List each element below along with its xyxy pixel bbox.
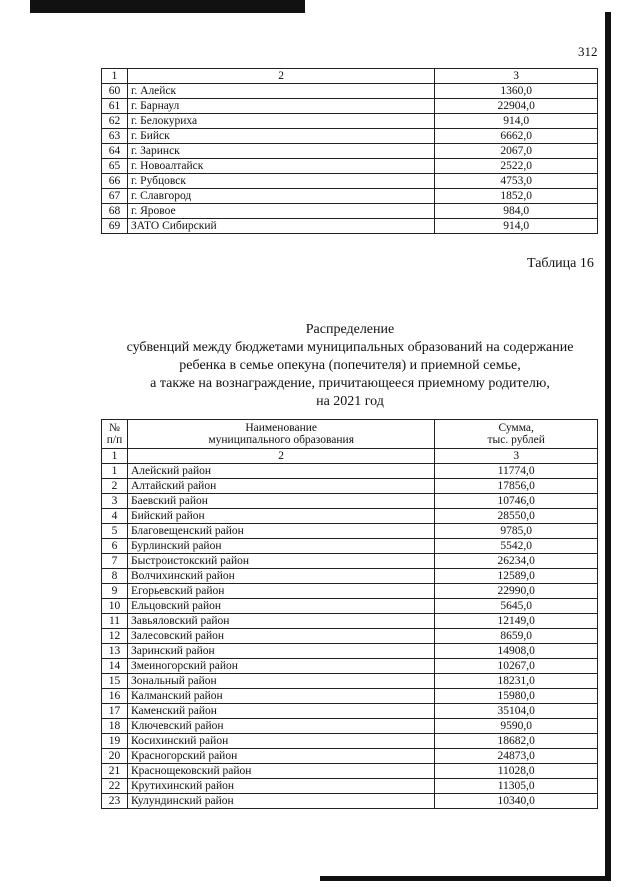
amount: 14908,0 — [435, 644, 598, 659]
row-number: 60 — [102, 84, 128, 99]
row-number: 6 — [102, 539, 128, 554]
table-row — [102, 204, 598, 219]
amount: 4753,0 — [435, 174, 598, 189]
row-number: 22 — [102, 779, 128, 794]
municipality-name: г. Славгород — [127, 189, 434, 204]
amount: 18682,0 — [435, 734, 598, 749]
amount: 6662,0 — [435, 129, 598, 144]
scan-border-right — [605, 12, 611, 880]
amount: 8659,0 — [435, 629, 598, 644]
amount: 9590,0 — [435, 719, 598, 734]
row-number: 23 — [102, 794, 128, 809]
table-row — [102, 494, 598, 509]
row-number: 20 — [102, 749, 128, 764]
table-row — [102, 764, 598, 779]
heading-line: на 2021 год — [316, 394, 384, 409]
row-number: 16 — [102, 689, 128, 704]
table-row — [102, 719, 598, 734]
municipality-name: г. Яровое — [127, 204, 434, 219]
table-row — [102, 689, 598, 704]
table-row — [102, 659, 598, 674]
amount: 10746,0 — [435, 494, 598, 509]
row-number: 61 — [102, 99, 128, 114]
table-row — [102, 614, 598, 629]
table-row — [102, 569, 598, 584]
municipality-name: Алтайский район — [127, 479, 434, 494]
row-number: 5 — [102, 524, 128, 539]
amount: 5542,0 — [435, 539, 598, 554]
table-row — [102, 129, 598, 144]
table-heading — [80, 321, 620, 411]
municipality-name: Каменский район — [127, 704, 434, 719]
table-row — [102, 159, 598, 174]
row-number: 9 — [102, 584, 128, 599]
row-number: 66 — [102, 174, 128, 189]
header-number-line2: п/п — [106, 434, 123, 446]
table1-numbering-row — [102, 69, 598, 84]
municipality-name: Кулундинский район — [127, 794, 434, 809]
municipality-name: Красногорский район — [127, 749, 434, 764]
amount: 18231,0 — [435, 674, 598, 689]
municipality-name: Волчихинский район — [127, 569, 434, 584]
header-amount-line1: Сумма, — [498, 422, 534, 434]
heading-line: субвенций между бюджетами муниципальных образований на содержание — [126, 340, 574, 355]
municipality-name: г. Рубцовск — [127, 174, 434, 189]
municipality-name: ЗАТО Сибирский — [127, 219, 434, 234]
amount: 2067,0 — [435, 144, 598, 159]
table-row — [102, 779, 598, 794]
subvention-table — [101, 419, 598, 809]
amount: 22990,0 — [435, 584, 598, 599]
table-row — [102, 584, 598, 599]
amount: 24873,0 — [435, 749, 598, 764]
amount: 1852,0 — [435, 189, 598, 204]
page-number: 312 — [578, 44, 598, 59]
amount: 984,0 — [435, 204, 598, 219]
table-row — [102, 599, 598, 614]
table-row — [102, 219, 598, 234]
amount: 914,0 — [435, 114, 598, 129]
municipality-name: г. Заринск — [127, 144, 434, 159]
amount: 10267,0 — [435, 659, 598, 674]
heading-line: Распределение — [305, 322, 395, 337]
scan-border-top — [30, 0, 305, 13]
row-number: 15 — [102, 674, 128, 689]
municipality-name: Баевский район — [127, 494, 434, 509]
municipality-name: Егорьевский район — [127, 584, 434, 599]
amount: 12589,0 — [435, 569, 598, 584]
table-row — [102, 704, 598, 719]
amount: 11028,0 — [435, 764, 598, 779]
heading-line: а также на вознаграждение, причитающееся приемному родителю, — [150, 376, 550, 391]
row-number: 4 — [102, 509, 128, 524]
municipality-name: г. Барнаул — [127, 99, 434, 114]
amount: 1360,0 — [435, 84, 598, 99]
header-name-line1: Наименование — [245, 422, 317, 434]
row-number: 3 — [102, 494, 128, 509]
municipality-name: Бийский район — [127, 509, 434, 524]
municipality-name: Ключевский район — [127, 719, 434, 734]
row-number: 8 — [102, 569, 128, 584]
municipality-name: Калманский район — [127, 689, 434, 704]
table2-body — [102, 420, 598, 809]
table1-numbering-cell: 3 — [435, 69, 598, 84]
table2-numbering-cell: 3 — [435, 449, 598, 464]
table-row — [102, 144, 598, 159]
municipality-name: Завьяловский район — [127, 614, 434, 629]
table-row — [102, 539, 598, 554]
row-number: 19 — [102, 734, 128, 749]
table-row — [102, 99, 598, 114]
municipality-name: г. Новоалтайск — [127, 159, 434, 174]
header-amount — [435, 420, 598, 449]
municipality-name: Крутихинский район — [127, 779, 434, 794]
amount: 2522,0 — [435, 159, 598, 174]
table1-numbering-cell: 1 — [102, 69, 128, 84]
row-number: 1 — [102, 464, 128, 479]
table-row — [102, 479, 598, 494]
row-number: 68 — [102, 204, 128, 219]
row-number: 63 — [102, 129, 128, 144]
table2-numbering-cell: 2 — [127, 449, 434, 464]
table-row — [102, 189, 598, 204]
municipality-name: г. Бийск — [127, 129, 434, 144]
row-number: 65 — [102, 159, 128, 174]
heading-line: ребенка в семье опекуна (попечителя) и приемной семье, — [179, 358, 521, 373]
table-row — [102, 524, 598, 539]
amount: 15980,0 — [435, 689, 598, 704]
amount: 10340,0 — [435, 794, 598, 809]
table-row — [102, 84, 598, 99]
row-number: 13 — [102, 644, 128, 659]
row-number: 2 — [102, 479, 128, 494]
table-row — [102, 794, 598, 809]
header-number-line1: № — [109, 422, 120, 434]
amount: 12149,0 — [435, 614, 598, 629]
row-number: 64 — [102, 144, 128, 159]
municipality-name: Бурлинский район — [127, 539, 434, 554]
scan-border-bottom — [320, 876, 611, 881]
table-row — [102, 174, 598, 189]
amount: 914,0 — [435, 219, 598, 234]
table2-numbering-row — [102, 449, 598, 464]
municipality-name: Ельцовский район — [127, 599, 434, 614]
header-name-line2: муниципального образования — [208, 434, 354, 446]
table1-body — [102, 69, 598, 234]
row-number: 69 — [102, 219, 128, 234]
table-row — [102, 644, 598, 659]
table2-numbering-cell: 1 — [102, 449, 128, 464]
municipality-name: Зональный район — [127, 674, 434, 689]
municipality-name: Заринский район — [127, 644, 434, 659]
municipal-table-continued — [101, 68, 598, 234]
table-row — [102, 509, 598, 524]
row-number: 14 — [102, 659, 128, 674]
municipality-name: г. Алейск — [127, 84, 434, 99]
row-number: 11 — [102, 614, 128, 629]
row-number: 21 — [102, 764, 128, 779]
municipality-name: Змеиногорский район — [127, 659, 434, 674]
row-number: 10 — [102, 599, 128, 614]
table-caption: Таблица 16 — [527, 256, 594, 271]
row-number: 7 — [102, 554, 128, 569]
municipality-name: Быстроистокский район — [127, 554, 434, 569]
amount: 26234,0 — [435, 554, 598, 569]
amount: 35104,0 — [435, 704, 598, 719]
table1-numbering-cell: 2 — [127, 69, 434, 84]
amount: 17856,0 — [435, 479, 598, 494]
table-row — [102, 749, 598, 764]
municipality-name: Алейский район — [127, 464, 434, 479]
amount: 28550,0 — [435, 509, 598, 524]
amount: 5645,0 — [435, 599, 598, 614]
amount: 11305,0 — [435, 779, 598, 794]
header-number — [102, 420, 128, 449]
table-row — [102, 554, 598, 569]
row-number: 12 — [102, 629, 128, 644]
amount: 22904,0 — [435, 99, 598, 114]
header-name — [127, 420, 434, 449]
municipality-name: г. Белокуриха — [127, 114, 434, 129]
municipality-name: Косихинский район — [127, 734, 434, 749]
table-row — [102, 629, 598, 644]
amount: 9785,0 — [435, 524, 598, 539]
table-row — [102, 114, 598, 129]
municipality-name: Залесовский район — [127, 629, 434, 644]
table-row — [102, 464, 598, 479]
row-number: 67 — [102, 189, 128, 204]
table-row — [102, 674, 598, 689]
amount: 11774,0 — [435, 464, 598, 479]
table-row — [102, 734, 598, 749]
row-number: 17 — [102, 704, 128, 719]
table2-header-row — [102, 420, 598, 449]
municipality-name: Благовещенский район — [127, 524, 434, 539]
row-number: 62 — [102, 114, 128, 129]
municipality-name: Краснощековский район — [127, 764, 434, 779]
header-amount-line2: тыс. рублей — [487, 434, 545, 446]
row-number: 18 — [102, 719, 128, 734]
